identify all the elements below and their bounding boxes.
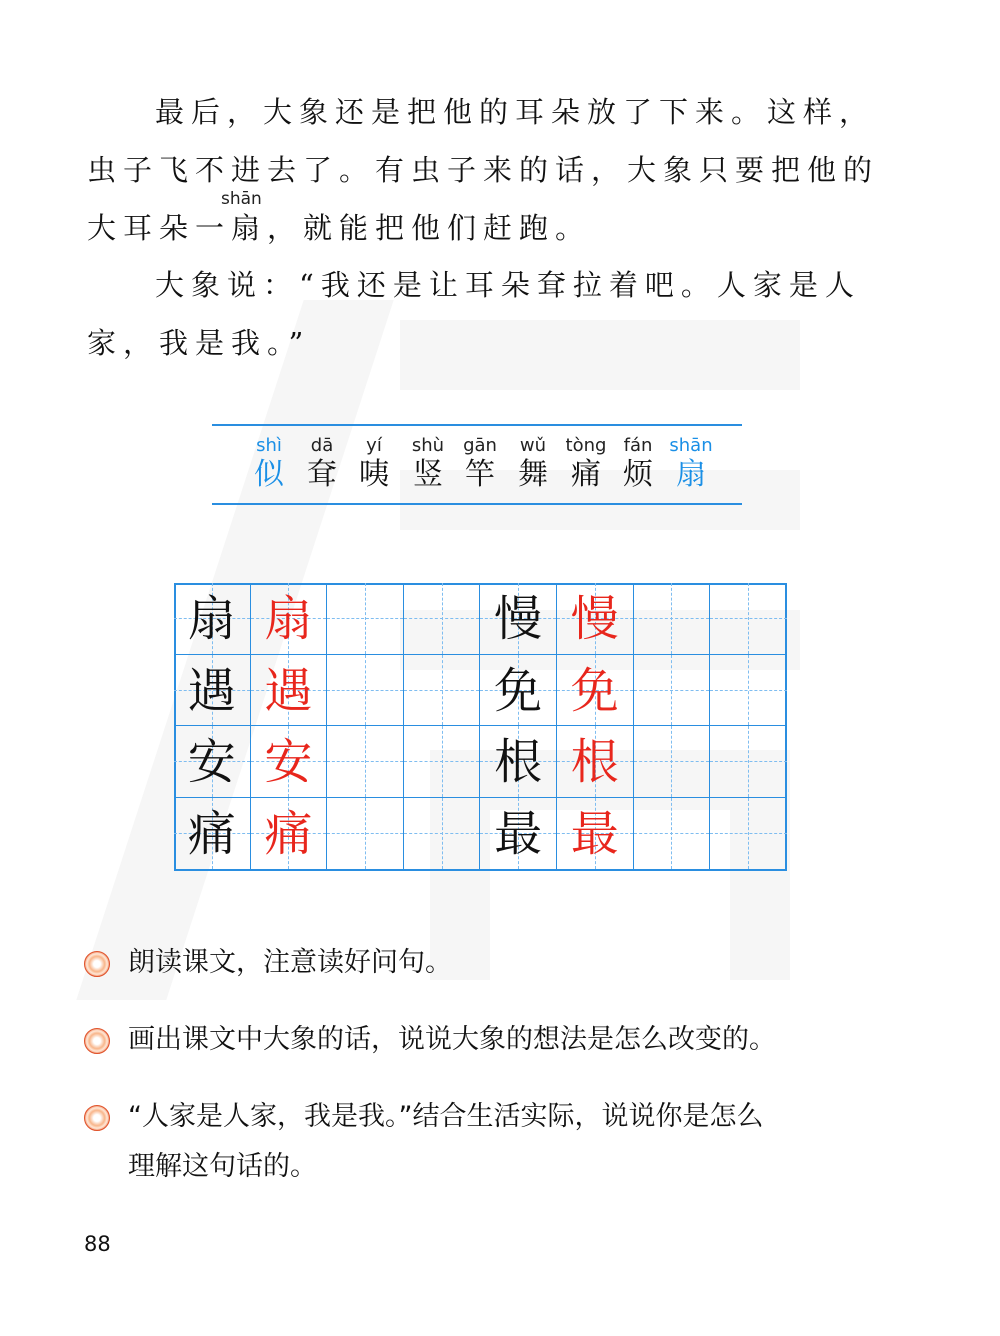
grid-cell [404,726,481,798]
grid-cell [174,583,251,655]
pinyin-annotation: shān [221,189,262,209]
grid-cell [327,726,404,798]
new-word-pinyin: tòng [565,435,607,456]
grid-char: 扇 [187,591,236,647]
grid-char: 慢 [494,591,543,647]
grid-cell [557,655,634,727]
grid-cell [174,726,251,798]
grid-char: 免 [570,662,619,719]
grid-cell [634,655,711,727]
new-word-char: 痛 [571,457,601,492]
question: 朗读课文，注意读好问句。 [128,947,452,978]
new-word-pinyin: wǔ [519,435,547,456]
grid-char: 慢 [570,591,619,647]
grid-char: 根 [570,734,619,790]
question: 理解这句话的。 [128,1151,317,1182]
grid-cell [710,798,787,870]
grid-cell [404,798,481,870]
grid-cell [634,583,711,655]
grid-char: 最 [494,805,543,862]
new-word-pinyin: dā [310,435,334,456]
new-word [403,435,453,493]
grid-cell [710,655,787,727]
question: 画出课文中大象的话，说说大象的想法是怎么改变的。 [128,1024,776,1055]
grid-cell [480,726,557,798]
new-word-char: 扇 [676,457,706,492]
grid-cell [327,798,404,870]
new-word [349,435,399,493]
grid-char: 痛 [264,805,313,862]
new-word-pinyin: gān [463,435,497,456]
new-word [561,435,611,493]
grid-char: 免 [494,662,543,719]
grid-char: 遇 [264,662,313,719]
new-word-pinyin: shān [669,435,713,456]
question-bullet-icon [84,1105,110,1131]
grid-cell [404,583,481,655]
grid-cell [251,583,328,655]
new-word-char: 竿 [465,457,495,492]
new-word [508,435,558,493]
grid-char: 安 [187,734,236,790]
grid-cell [557,798,634,870]
new-word-pinyin: shù [411,435,445,456]
new-word-pinyin: shì [256,435,282,456]
divider [212,503,742,505]
grid-cell [557,726,634,798]
grid-char: 痛 [187,805,236,862]
grid-cell [634,726,711,798]
new-word-char: 咦 [359,457,389,492]
writing-grid [174,583,787,871]
question-bullet-icon [84,1028,110,1054]
grid-cell [327,655,404,727]
grid-char: 最 [570,805,619,862]
new-word-char: 耷 [307,457,337,492]
grid-cell [251,798,328,870]
new-word-char: 舞 [518,457,548,492]
grid-char: 扇 [264,591,313,647]
page-number: 88 [84,1232,111,1256]
new-word-char: 烦 [623,457,653,492]
new-word [244,435,294,493]
grid-cell [634,798,711,870]
new-word-pinyin: fán [623,435,653,456]
story-line: 最后，大象还是把他的耳朵放了下来。这样， [155,95,876,129]
new-word [455,435,505,493]
grid-cell [480,798,557,870]
grid-cell [480,583,557,655]
divider [212,424,742,426]
grid-cell [404,655,481,727]
new-word-pinyin: yí [366,435,382,456]
grid-char: 根 [494,734,543,790]
new-word-char: 似 [254,457,284,492]
grid-cell [251,655,328,727]
grid-char: 遇 [187,662,236,719]
grid-cell [327,583,404,655]
new-word [297,435,347,493]
story-line: 大耳朵一扇，就能把他们赶跑。 [87,211,592,245]
new-words-list [0,435,1000,495]
story-line: 家，我是我。” [87,326,311,360]
grid-cell [557,583,634,655]
story-line: 虫子飞不进去了。有虫子来的话，大象只要把他的 [87,153,880,187]
grid-cell [251,726,328,798]
new-word-char: 竖 [413,457,443,492]
question: “人家是人家，我是我。”结合生活实际，说说你是怎么 [128,1101,764,1132]
grid-cell [174,655,251,727]
grid-cell [480,655,557,727]
new-word [666,435,716,493]
new-word [613,435,663,493]
grid-cell [710,726,787,798]
question-bullet-icon [84,951,110,977]
grid-cell [174,798,251,870]
grid-char: 安 [264,734,313,790]
grid-cell [710,583,787,655]
story-line: 大象说：“我还是让耳朵耷拉着吧。人家是人 [155,268,861,302]
